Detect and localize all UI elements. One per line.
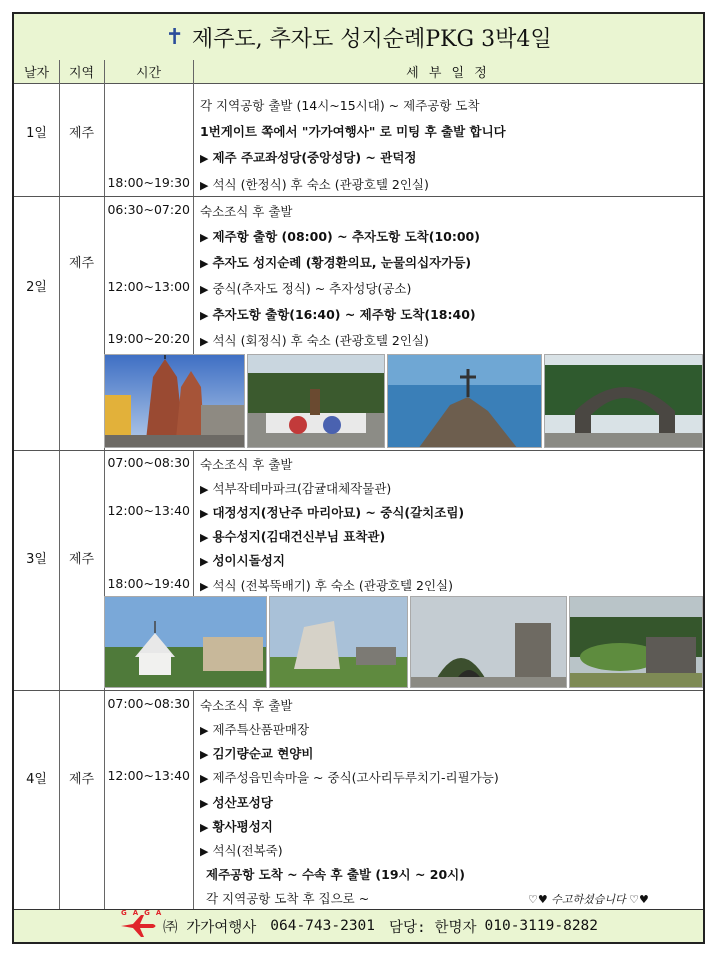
day-separator <box>14 196 703 197</box>
time-slot: 12:00~13:40 <box>107 768 190 783</box>
photo-martyr-tomb <box>247 354 385 448</box>
schedule-item: ▶ 중식(추자도 정식) ~ 추자성당(공소) <box>200 281 412 296</box>
schedule-item: ▶ 제주성읍민속마을 ~ 중식(고사리두루치기-리필가능) <box>200 770 499 785</box>
schedule-item: ▶ 추자도항 출항(16:40) ~ 제주항 도착(18:40) <box>200 307 476 322</box>
bullet-icon: ▶ <box>200 309 209 322</box>
bullet-icon: ▶ <box>200 335 209 348</box>
grid-line <box>193 450 194 596</box>
bullet-icon: ▶ <box>200 152 209 165</box>
bullet-icon: ▶ <box>200 179 209 192</box>
schedule-item: ▶ 석식 (회정식) 후 숙소 (관광호텔 2인실) <box>200 333 429 348</box>
photo-cross-of-tears <box>387 354 542 448</box>
title-text: 제주도, 추자도 성지순례PKG 3박4일 <box>191 26 552 52</box>
thanks-note: ♡♥ 수고하셨습니다 ♡♥ <box>528 893 649 906</box>
region-label: 제주 <box>68 552 95 567</box>
bullet-icon: ▶ <box>200 724 209 737</box>
time-slot: 18:00~19:40 <box>107 576 190 591</box>
bullet-icon: ▶ <box>200 821 209 834</box>
grid-line <box>193 60 194 354</box>
bullet-icon: ▶ <box>200 483 209 496</box>
schedule-item: ▶ 추자도 성지순례 (황경환의묘, 눈물의십자가등) <box>200 255 472 270</box>
cross-icon: ✝ <box>165 24 184 50</box>
schedule-item: 숙소조식 후 출발 <box>200 457 293 472</box>
schedule-item: ▶ 석식 (한정식) 후 숙소 (관광호텔 2인실) <box>200 177 429 192</box>
photo-isidore-church <box>104 596 267 688</box>
schedule-item: ▶ 황사평성지 <box>200 819 273 834</box>
bullet-icon: ▶ <box>200 772 209 785</box>
schedule-item: ▶ 성산포성당 <box>200 795 273 810</box>
airplane-logo-icon: GAGA <box>119 913 159 939</box>
contact-label: 담당: 한명자 <box>389 919 477 936</box>
time-slot: 07:00~08:30 <box>107 696 190 711</box>
day-label: 1일 <box>26 126 47 141</box>
bullet-icon: ▶ <box>200 283 209 296</box>
itinerary-sheet <box>12 12 705 944</box>
day-separator <box>14 690 703 691</box>
region-label: 제주 <box>68 256 95 271</box>
schedule-item: ▶ 석식(전복죽) <box>200 843 283 858</box>
company-name: ㈜ 가가여행사 <box>162 919 257 936</box>
bullet-icon: ▶ <box>200 580 209 593</box>
schedule-item: ▶ 대정성지(정난주 마리아묘) ~ 중식(갈치조림) <box>200 505 465 520</box>
bullet-icon: ▶ <box>200 845 209 858</box>
bullet-icon: ▶ <box>200 531 209 544</box>
schedule-item: ▶ 성이시돌성지 <box>200 553 285 568</box>
bullet-icon: ▶ <box>200 555 209 568</box>
schedule-item: 각 지역공항 도착 후 집으로 ~ <box>206 891 370 906</box>
time-slot: 18:00~19:30 <box>107 175 190 190</box>
schedule-item: 1번게이트 쪽에서 "가가여행사" 로 미팅 후 출발 합니다 <box>200 124 506 139</box>
schedule-item: ▶ 석식 (전복뚝배기) 후 숙소 (관광호텔 2인실) <box>200 578 453 593</box>
bullet-icon: ▶ <box>200 257 209 270</box>
header-region: 지역 <box>59 60 104 84</box>
schedule-item: 숙소조식 후 출발 <box>200 698 293 713</box>
header-detail: 세 부 일 정 <box>193 60 703 84</box>
bullet-icon: ▶ <box>200 748 209 761</box>
region-label: 제주 <box>68 772 95 787</box>
bullet-icon: ▶ <box>200 797 209 810</box>
time-slot: 12:00~13:00 <box>107 279 190 294</box>
time-slot: 19:00~20:20 <box>107 331 190 346</box>
time-slot: 12:00~13:40 <box>107 503 190 518</box>
schedule-item: ▶ 용수성지(김대건신부님 표착관) <box>200 529 386 544</box>
photo-cathedral <box>104 354 245 448</box>
schedule-item: ▶ 김기량순교 현양비 <box>200 746 314 761</box>
photo-stone-arch <box>544 354 703 448</box>
time-slot: 06:30~07:20 <box>107 202 190 217</box>
company-phone: 064-743-2301 <box>270 918 376 934</box>
photo-grotto <box>410 596 567 688</box>
bullet-icon: ▶ <box>200 231 209 244</box>
schedule-item: ▶ 제주 주교좌성당(중앙성당) ~ 관덕정 <box>200 150 417 165</box>
schedule-item: ▶ 제주특산품판매장 <box>200 722 310 737</box>
schedule-item: ▶ 석부작테마파크(감귤대체작물관) <box>200 481 392 496</box>
day-label: 4일 <box>26 772 47 787</box>
header-time: 시간 <box>104 60 193 84</box>
page-title <box>14 14 703 61</box>
schedule-item: ▶ 제주항 출항 (08:00) ~ 추자도항 도착(10:00) <box>200 229 480 244</box>
header-day: 날자 <box>14 60 59 84</box>
day-label: 2일 <box>26 280 47 295</box>
time-slot: 07:00~08:30 <box>107 455 190 470</box>
grid-line <box>193 690 194 912</box>
region-label: 제주 <box>68 126 95 141</box>
bullet-icon: ▶ <box>200 507 209 520</box>
day-separator <box>14 450 703 451</box>
day-label: 3일 <box>26 552 47 567</box>
photo-hwangsapyeong <box>569 596 703 688</box>
photo-yongsu-memorial <box>269 596 408 688</box>
schedule-item: 각 지역공항 출발 (14시~15시대) ~ 제주공항 도착 <box>200 98 480 113</box>
contact-phone: 010-3119-8282 <box>484 918 599 934</box>
footer <box>14 909 703 942</box>
schedule-item: 숙소조식 후 출발 <box>200 204 293 219</box>
schedule-item: 제주공항 도착 ~ 수속 후 출발 (19시 ~ 20시) <box>206 867 465 882</box>
